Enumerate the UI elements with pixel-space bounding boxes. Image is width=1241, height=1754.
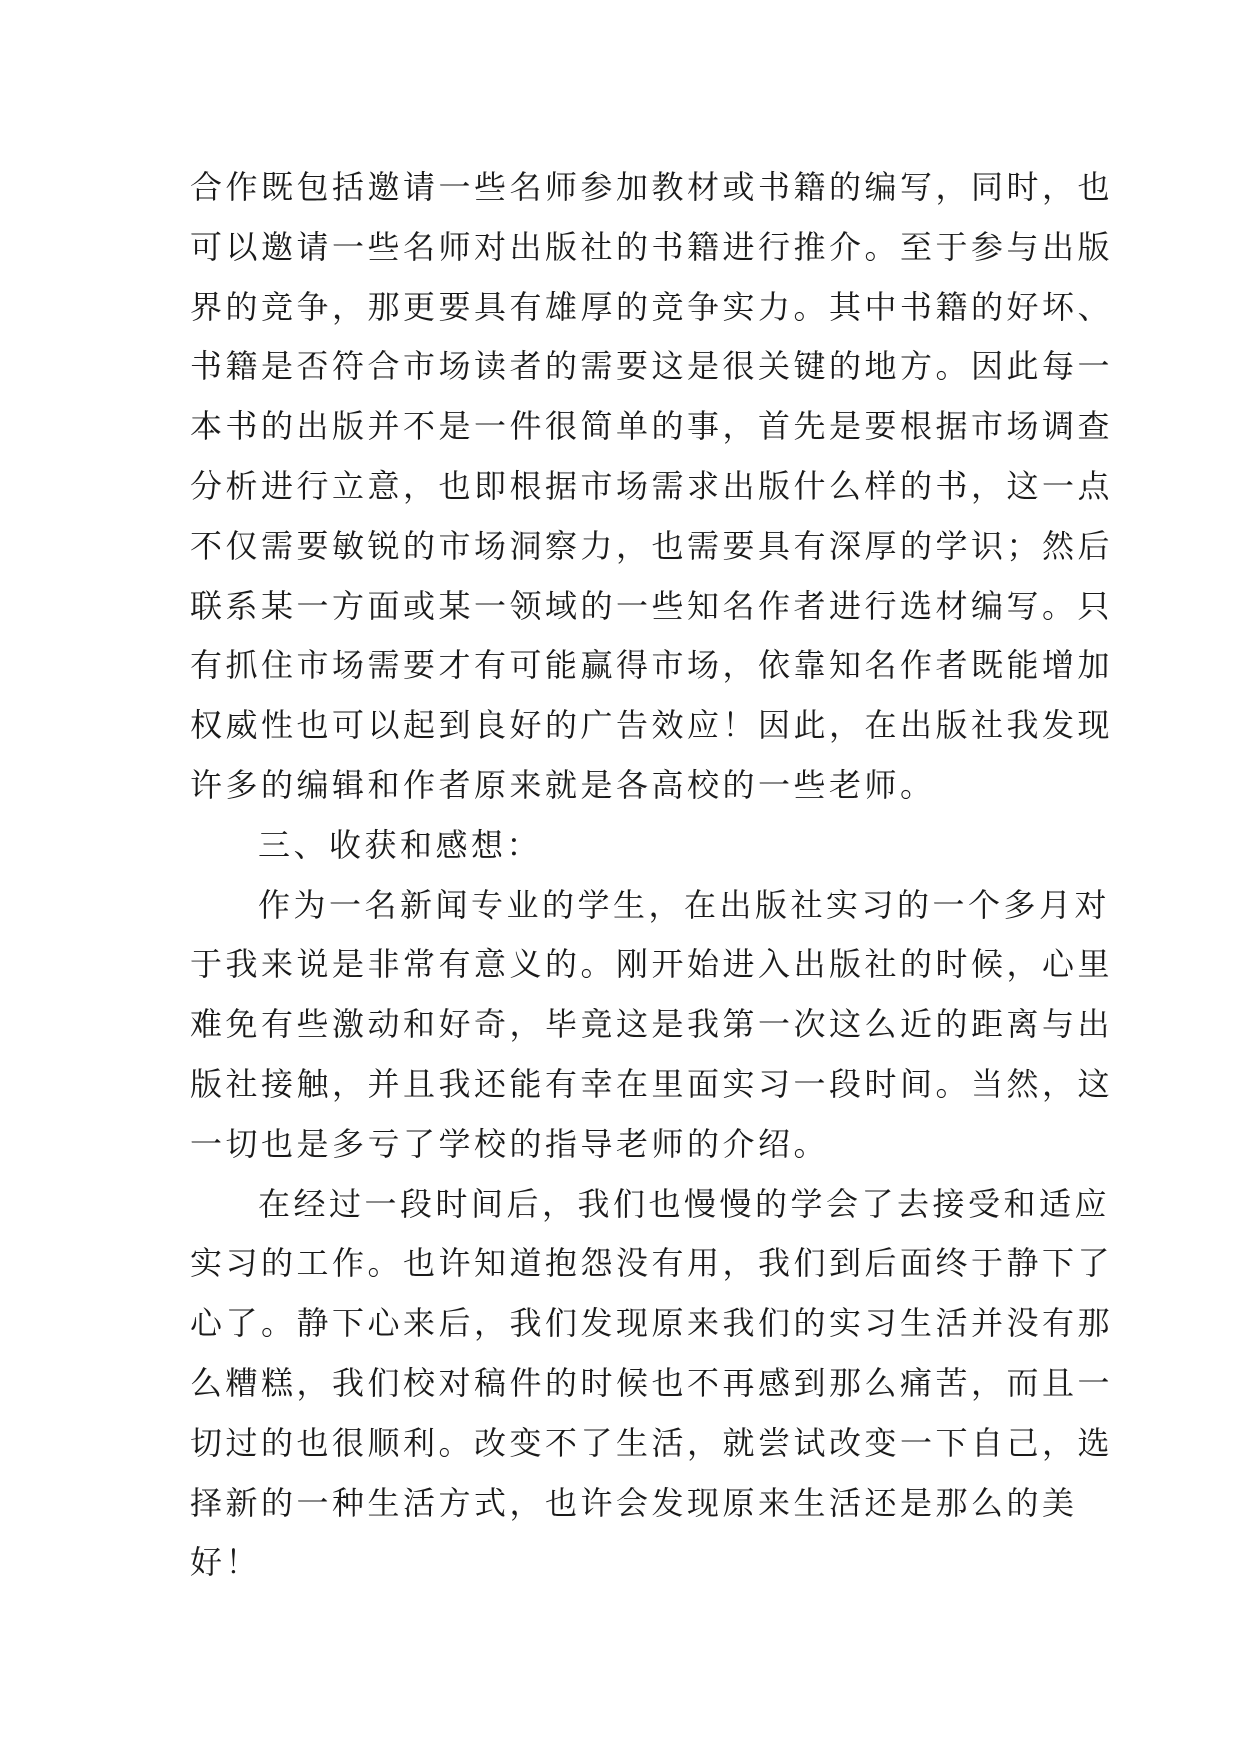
text-line: 实习的工作。也许知道抱怨没有用，我们到后面终于静下了 [190, 1244, 1114, 1283]
text-line: 好！ [190, 1543, 262, 1582]
text-line: 联系某一方面或某一领域的一些知名作者进行选材编写。只 [190, 586, 1114, 625]
text-line: 在经过一段时间后，我们也慢慢的学会了去接受和适应 [258, 1184, 1111, 1223]
text-line: 有抓住市场需要才有可能赢得市场，依靠知名作者既能增加 [190, 646, 1114, 685]
text-line: 本书的出版并不是一件很简单的事，首先是要根据市场调查 [190, 407, 1114, 446]
text-line: 界的竞争，那更要具有雄厚的竞争实力。其中书籍的好坏、 [190, 287, 1114, 326]
text-line: 难免有些激动和好奇，毕竟这是我第一次这么近的距离与出 [190, 1005, 1114, 1044]
text-line: 择新的一种生活方式，也许会发现原来生活还是那么的美 [190, 1483, 1078, 1522]
text-line: 心了。静下心来后，我们发现原来我们的实习生活并没有那 [190, 1304, 1114, 1343]
text-line: 不仅需要敏锐的市场洞察力，也需要具有深厚的学识；然后 [190, 526, 1114, 565]
text-line: 版社接触，并且我还能有幸在里面实习一段时间。当然，这 [190, 1064, 1114, 1103]
text-line: 权威性也可以起到良好的广告效应！因此，在出版社我发现 [190, 706, 1114, 745]
text-line: 切过的也很顺利。改变不了生活，就尝试改变一下自己，选 [190, 1423, 1114, 1462]
document-body [190, 158, 1114, 1593]
text-line: 许多的编辑和作者原来就是各高校的一些老师。 [190, 765, 936, 804]
text-line: 分析进行立意，也即根据市场需求出版什么样的书，这一点 [190, 466, 1114, 505]
text-line: 一切也是多亏了学校的指导老师的介绍。 [190, 1124, 830, 1163]
section-heading: 三、收获和感想： [258, 825, 543, 864]
text-line: 于我来说是非常有意义的。刚开始进入出版社的时候，心里 [190, 945, 1114, 984]
text-line: 书籍是否符合市场读者的需要这是很关键的地方。因此每一 [190, 347, 1114, 386]
text-line: 么糟糕，我们校对稿件的时候也不再感到那么痛苦，而且一 [190, 1363, 1114, 1402]
text-line: 可以邀请一些名师对出版社的书籍进行推介。至于参与出版 [190, 227, 1114, 266]
text-line: 作为一名新闻专业的学生，在出版社实习的一个多月对 [258, 885, 1111, 924]
text-line: 合作既包括邀请一些名师参加教材或书籍的编写，同时，也 [190, 168, 1114, 206]
